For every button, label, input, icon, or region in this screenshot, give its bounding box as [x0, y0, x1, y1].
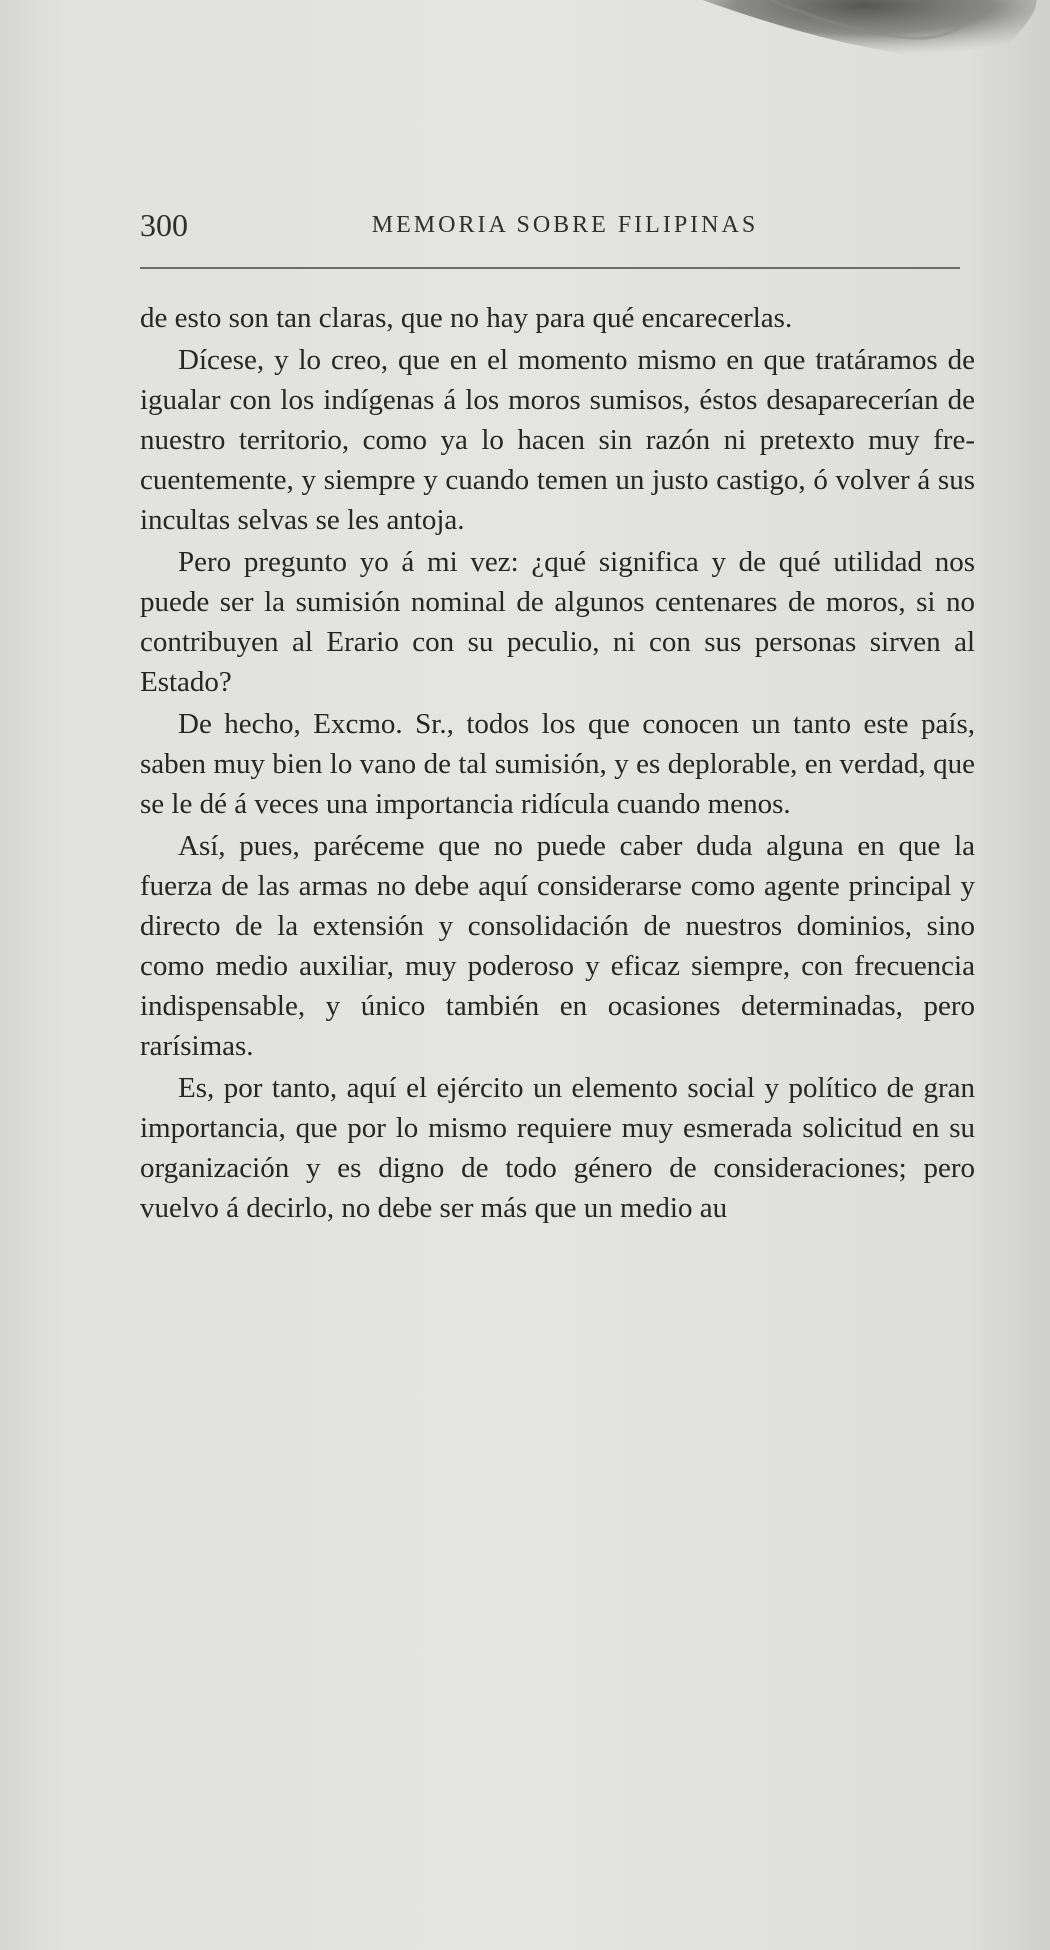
paragraph-3: Pero pregunto yo á mi vez: ¿qué significa y de qué utilidad nos puede ser la sumisión nominal de algunos centenares de moros, si no contribuyen al Erario con su peculio, ni con sus personas sirven al Estado? [140, 546, 975, 698]
running-header [140, 205, 960, 245]
running-title: MEMORIA SOBRE FILIPINAS [371, 212, 759, 238]
paragraph-5: Así, pues, paréceme que no puede caber duda alguna en que la fuerza de las armas no debe aquí considerarse como agente principal y directo de la extensión y consolidación de nuestros dominios, sino como medio auxiliar, muy poderoso y eficaz siempre, con frecuencia indispensable, y único también en ocasiones determinadas, pero rarísimas. [140, 830, 975, 1062]
page-stain [650, 0, 1040, 90]
paragraph-2: Dícese, y lo creo, que en el momento mismo en que tratáramos de igualar con los indígenas á los moros sumisos, éstos desaparecerían de nuestro territorio, como ya lo hacen sin razón ni pretexto muy frecuentemente, y siempre y cuando temen un justo castigo, ó volver á sus incultas selvas se les antoja. [140, 344, 975, 536]
header-rule [140, 267, 960, 269]
body-text [140, 298, 975, 1230]
page-number: 300 [140, 207, 188, 243]
paragraph-1: de esto son tan claras, que no hay para qué encarecerlas. [140, 302, 793, 334]
paragraph-4: De hecho, Excmo. Sr., todos los que conocen un tanto este país, saben muy bien lo vano de tal sumisión, y es deplorable, en verdad, que se le dé á veces una importancia ridícula cuando menos. [140, 708, 975, 820]
paragraph-6: Es, por tanto, aquí el ejército un elemento social y político de gran importancia, que por lo mismo requiere muy esmerada solicitud en su organización y es digno de todo género de consideraciones; pero vuelvo á decirlo, no debe ser más que un medio au [140, 1072, 975, 1224]
